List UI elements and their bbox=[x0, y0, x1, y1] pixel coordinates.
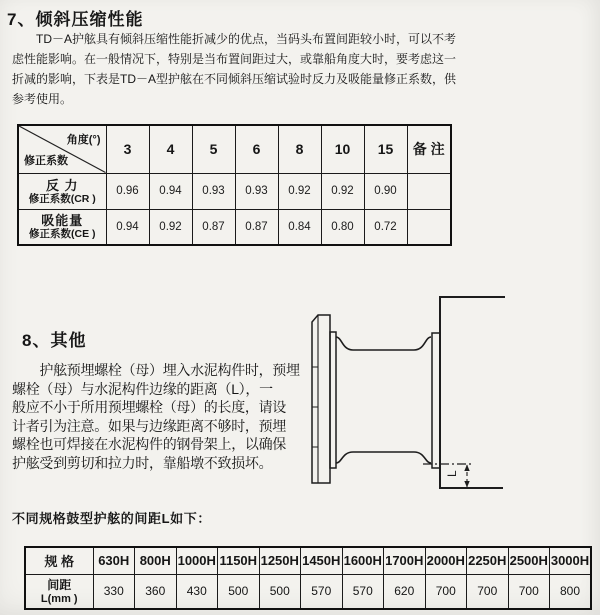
spacing-value-cell: 620 bbox=[384, 574, 426, 609]
spacing-value-cell: 500 bbox=[218, 574, 260, 609]
coefficient-value-cell: 0.80 bbox=[321, 209, 364, 245]
coefficient-value-cell: 0.93 bbox=[192, 173, 235, 209]
spec-cell: 1700H bbox=[384, 547, 426, 574]
coefficient-value-cell: 0.92 bbox=[321, 173, 364, 209]
paragraph-line: TD－A护舷具有倾斜压缩性能折减少的优点，当码头布置间距较小时，可以不考 bbox=[12, 32, 457, 46]
coefficient-value-cell: 0.93 bbox=[235, 173, 278, 209]
angle-header-cell: 5 bbox=[192, 125, 235, 173]
paragraph-line: 计者引为注意。如果与边缘距离不够时，预埋 bbox=[12, 417, 286, 434]
spacing-value-cell: 570 bbox=[301, 574, 343, 609]
paragraph-line: 参考使用。 bbox=[12, 92, 73, 106]
spec-cell: 1450H bbox=[301, 547, 343, 574]
rear-flange bbox=[432, 333, 440, 468]
coefficient-value-cell: 0.87 bbox=[235, 209, 278, 245]
spec-cell: 2250H bbox=[467, 547, 509, 574]
section8-paragraph bbox=[12, 361, 300, 472]
dimension-arrow-up bbox=[464, 465, 469, 472]
coefficient-axis-label: 修正系数 bbox=[24, 154, 68, 167]
diagonal-header-cell bbox=[18, 125, 106, 173]
spacing-value-cell: 570 bbox=[342, 574, 384, 609]
row-label-cell bbox=[18, 173, 106, 209]
spec-cell: 1600H bbox=[342, 547, 384, 574]
spec-cell: 800H bbox=[135, 547, 177, 574]
coefficient-value-cell: 0.72 bbox=[364, 209, 407, 245]
spacing-table bbox=[24, 546, 592, 610]
coefficient-value-cell: 0.87 bbox=[192, 209, 235, 245]
spec-cell: 630H bbox=[93, 547, 135, 574]
angle-header-cell: 8 bbox=[278, 125, 321, 173]
row-sublabel: 修正系数(CR ) bbox=[28, 192, 96, 205]
row-label: 吸能量 bbox=[41, 213, 84, 229]
row-label: 反 力 bbox=[45, 177, 79, 193]
spacing-value-cell: 700 bbox=[425, 574, 467, 609]
coefficient-value-cell: 0.94 bbox=[149, 173, 192, 209]
spec-cell: 2000H bbox=[425, 547, 467, 574]
energy-coefficient-row bbox=[18, 209, 451, 245]
spacing-value-cell: 330 bbox=[93, 574, 135, 609]
paragraph-line: 螺栓（母）与水泥构件边缘的距离（L），一 bbox=[12, 380, 273, 397]
front-flange bbox=[330, 332, 336, 468]
dimension-arrow-down bbox=[464, 481, 469, 488]
angle-header-cell: 10 bbox=[321, 125, 364, 173]
spec-cell: 2500H bbox=[508, 547, 550, 574]
dimension-L-label: L bbox=[445, 470, 459, 477]
note-cell bbox=[407, 209, 451, 245]
paragraph-line: 折减的影响，下表是TD－A型护舷在不同倾斜压缩试验时反力及吸能量修正系数，供 bbox=[12, 72, 457, 86]
paragraph-line: 护舷预埋螺栓（母）埋入水泥构件时，预埋 bbox=[12, 362, 300, 378]
coefficient-value-cell: 0.90 bbox=[364, 173, 407, 209]
spacing-value-row bbox=[25, 574, 591, 609]
spacing-value-cell: 360 bbox=[135, 574, 177, 609]
coefficient-value-cell: 0.92 bbox=[149, 209, 192, 245]
front-panel bbox=[312, 315, 330, 483]
coefficient-value-cell: 0.94 bbox=[106, 209, 149, 245]
fender-installation-drawing bbox=[295, 285, 510, 525]
reaction-coefficient-row bbox=[18, 173, 451, 209]
fender-body-bottom-edge bbox=[336, 452, 431, 463]
spacing-label-cell bbox=[25, 574, 93, 609]
paragraph-line: 螺栓也可焊接在水泥构件的钢骨架上，以确保 bbox=[12, 436, 286, 452]
spacing-unit-label: L(mm ) bbox=[40, 592, 78, 605]
fender-body-top-edge bbox=[336, 337, 431, 350]
spacing-value-cell: 800 bbox=[550, 574, 592, 609]
coefficient-value-cell: 0.92 bbox=[278, 173, 321, 209]
spacing-value-cell: 700 bbox=[508, 574, 550, 609]
angle-header-cell: 4 bbox=[149, 125, 192, 173]
angle-axis-label: 角度(°) bbox=[66, 134, 101, 146]
note-cell bbox=[407, 173, 451, 209]
spec-cell: 3000H bbox=[550, 547, 592, 574]
section7-title: 7、倾斜压缩性能 bbox=[7, 10, 144, 29]
spacing-value-cell: 700 bbox=[467, 574, 509, 609]
coefficient-value-cell: 0.84 bbox=[278, 209, 321, 245]
note-header-cell: 备 注 bbox=[407, 125, 451, 173]
angle-header-cell: 15 bbox=[364, 125, 407, 173]
spacing-value-cell: 500 bbox=[259, 574, 301, 609]
coefficient-value-cell: 0.96 bbox=[106, 173, 149, 209]
spacing-label: 间距 bbox=[47, 577, 72, 592]
row-label-cell bbox=[18, 209, 106, 245]
angle-header-cell: 6 bbox=[235, 125, 278, 173]
correction-coefficient-table bbox=[17, 124, 452, 246]
paragraph-line: 虑性能影响。在一般情况下，特别是当布置间距过大，或靠船角度大时，要考虑这一 bbox=[12, 52, 457, 66]
section8-title: 8、其他 bbox=[22, 331, 87, 350]
spacing-table-caption: 不同规格鼓型护舷的间距L如下： bbox=[12, 511, 211, 526]
spec-header-cell: 规 格 bbox=[25, 547, 93, 574]
spec-cell: 1150H bbox=[218, 547, 260, 574]
spec-header-row bbox=[25, 547, 591, 574]
table-header-row bbox=[18, 125, 451, 173]
mounting-wall-outline bbox=[440, 297, 505, 488]
row-sublabel: 修正系数(CE ) bbox=[29, 228, 96, 241]
spec-cell: 1000H bbox=[176, 547, 218, 574]
spacing-value-cell: 430 bbox=[176, 574, 218, 609]
spec-cell: 1250H bbox=[259, 547, 301, 574]
paragraph-line: 护舷受到剪切和拉力时，靠船墩不致损坏。 bbox=[12, 454, 273, 471]
angle-header-cell: 3 bbox=[106, 125, 149, 173]
paragraph-line: 般应不小于所用预埋螺栓（母）的长度，请设 bbox=[12, 399, 286, 415]
section7-paragraph bbox=[12, 29, 456, 109]
